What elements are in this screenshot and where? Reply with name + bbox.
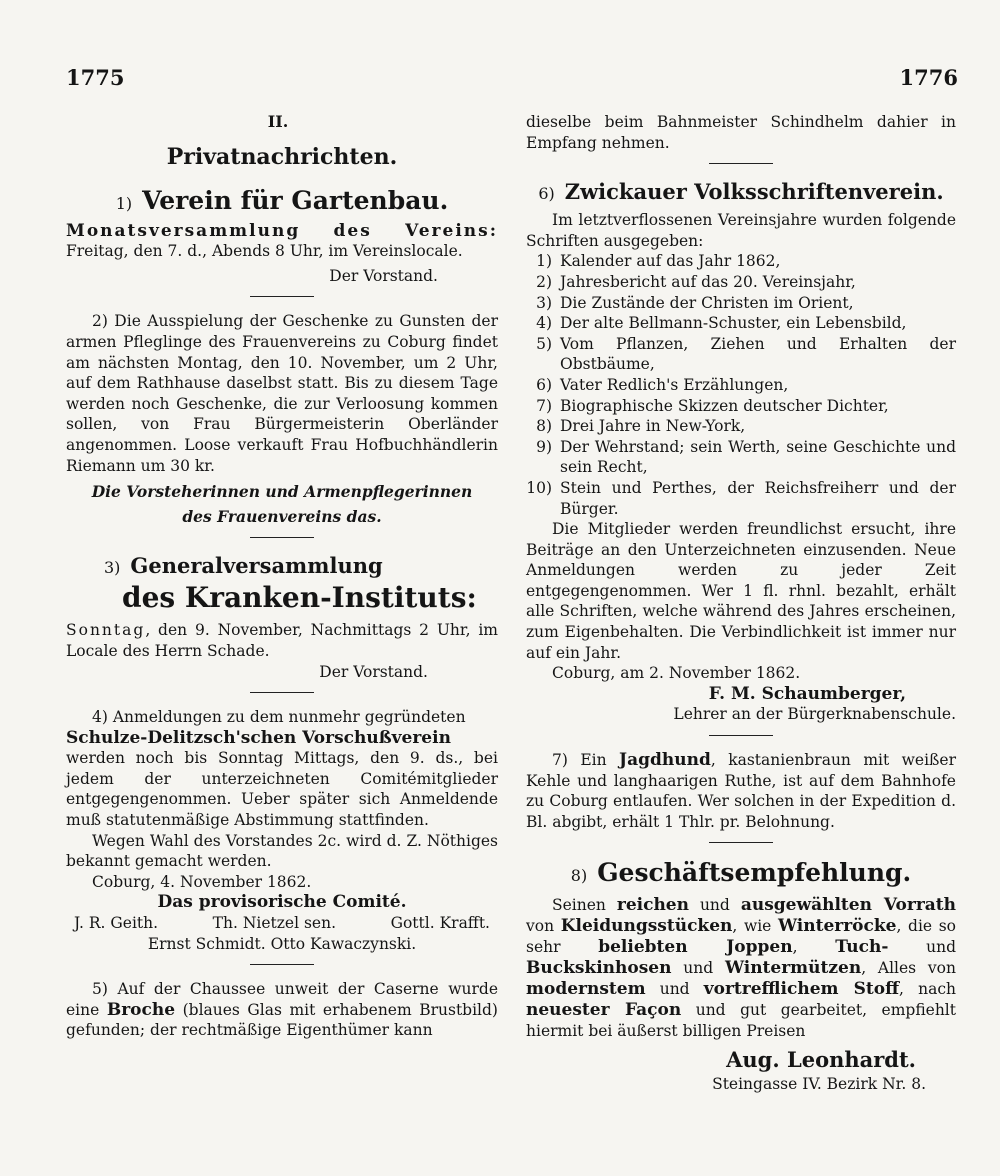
notice-title: Verein für Gartenbau.	[142, 185, 449, 215]
notice-intro: Im letztverflossenen Vereinsjahre wurden folgende Schriften ausgegeben:	[526, 211, 956, 250]
divider	[250, 692, 314, 693]
notice-text: Freitag, den 7. d., Abends 8 Uhr, im Vereinslocale.	[66, 242, 463, 261]
list-item: 1) Kalender auf das Jahr 1862,	[536, 252, 781, 271]
page-number-left: 1775	[66, 65, 125, 90]
notice-title-2: des Kranken-Instituts:	[122, 581, 477, 615]
notice-signature: Der Vorstand.	[329, 266, 438, 285]
notice-text-1: Anmeldungen zu dem nunmehr gegründeten	[112, 708, 466, 727]
notice-number: 4)	[92, 708, 108, 727]
list-item: 6) Vater Redlich's Erzählungen,	[536, 375, 789, 394]
notice-address: Steingasse IV. Bezirk Nr. 8.	[712, 1075, 926, 1094]
notice-text-3: Wegen Wahl des Vorstandes 2c. wird d. Z. Nöthiges bekannt gemacht werden.	[66, 831, 498, 871]
notice-text-a: 7) Ein	[552, 751, 607, 770]
list-item: 5) Vom Pflanzen, Ziehen und Erhalten der Obstbäume,	[536, 334, 956, 374]
notice-keyword: Jagdhund	[619, 750, 711, 771]
notice-committee: Das provisorische Comité.	[157, 892, 407, 913]
notice-ausspielung	[66, 311, 498, 527]
divider	[250, 964, 314, 965]
notice-text-2: werden noch bis Sonntag Mittags, den 9. ds., bei jedem der unterzeichneten Comitémitglieder entgegengenommen. Ueber später sich Anmeldende muß statutenmäßige Abstimmung stattfinden.	[66, 749, 498, 830]
committee-members-2: Ernst Schmidt. Otto Kawaczynski.	[147, 934, 417, 953]
notice-text: , den 9. November, Nachmittags 2 Uhr, im Locale des Herrn Schade.	[66, 621, 498, 660]
right-column	[526, 112, 956, 1095]
divider	[709, 735, 773, 736]
notice-number: 1)	[115, 193, 133, 213]
notice-keyword: Broche	[106, 999, 176, 1020]
notice-lead: Monatsversammlung des Vereins:	[66, 220, 498, 241]
notice-signature-2: des Frauenvereins das.	[182, 506, 382, 526]
divider	[250, 296, 314, 297]
notice-title: Geschäftsempfehlung.	[597, 858, 912, 888]
notice-text-c: (blaues Glas mit erhabenem Brustbild) gefunden; der rechtmäßige Eigenthümer kann	[66, 1000, 498, 1040]
divider	[709, 163, 773, 164]
notice-signature-1: Die Vorsteherinnen und Armenpflegerinnen	[91, 482, 473, 502]
section-title: Privatnachrichten.	[166, 143, 398, 170]
committee-member: J. R. Geith.	[74, 914, 159, 933]
notice-association-name: Schulze-Delitzsch'schen Vorschußverein	[66, 727, 451, 748]
notice-signer-role: Lehrer an der Bürgerknabenschule.	[673, 705, 956, 724]
notice-date: Coburg, 4. November 1862.	[92, 872, 312, 891]
committee-member: Gottl. Krafft.	[390, 914, 490, 933]
notice-number: 3)	[104, 558, 121, 578]
notice-title: Zwickauer Volksschriftenverein.	[564, 179, 944, 205]
divider	[709, 842, 773, 843]
list-item: 3) Die Zustände der Christen im Orient,	[536, 293, 854, 312]
notice-vorschussverein	[66, 707, 498, 954]
list-item: 8) Drei Jahre in New-York,	[536, 417, 746, 436]
list-item: 4) Der alte Bellmann-Schuster, ein Lebensbild,	[536, 314, 907, 333]
continued-text: dieselbe beim Bahnmeister Schindhelm dahier in Empfang nehmen.	[526, 113, 956, 152]
notice-volksschriftenverein	[526, 178, 956, 725]
publication-list	[526, 251, 956, 519]
left-column	[66, 112, 498, 1041]
notice-text: 2) Die Ausspielung der Geschenke zu Gunsten der armen Pfleglinge des Frauenvereins zu Coburg findet am nächsten Montag, den 10. November, um 2 Uhr, auf dem Rathhause daselbst statt. Bis zu diesem Tage werden noch Geschenke, die zur Verloosung kommen sollen, von Frau Bürgermeisterin Oberländer angenommen. Loose verkauft Frau Hofbuchhändlerin Riemann um 30 kr.	[66, 312, 498, 475]
notice-jagdhund	[526, 750, 956, 832]
notice-gartenbau	[66, 185, 498, 287]
notice-signer: Aug. Leonhardt.	[726, 1047, 916, 1073]
notice-kranken-institut	[66, 552, 498, 682]
notice-text-c: , kastanienbraun mit weißer Kehle und langhaarigen Ruthe, ist auf dem Bahnhofe zu Coburg entlaufen. Wer solchen in der Expedition d. Bl. abgibt, erhält 1 Thlr. pr. Belohnung.	[526, 751, 956, 831]
notice-number: 8)	[570, 866, 588, 886]
committee-member: Th. Nietzel sen.	[212, 914, 336, 933]
page-number-right: 1776	[899, 65, 958, 90]
notice-body: Die Mitglieder werden freundlichst ersucht, ihre Beiträge an den Unterzeichneten einzusenden. Neue Anmeldungen werden zu jeder Zeit entgegengenommen. Wer 1 fl. rhnl. bezahlt, erhält alle Schriften, welche während des Jahres erscheinen, zum Eigenbehalten. Die Verbindlichkeit ist immer nur auf ein Jahr.	[526, 520, 956, 662]
notice-text-a: 5) Auf der Chaussee unweit der Caserne wurde eine	[66, 980, 498, 1019]
notice-text: Seinen reichen und ausgewählten Vorrath von Kleidungsstücken, wie Winterröcke, die so sehr beliebten Joppen, Tuch- und Buckskinhosen und Wintermützen, Alles von modernstem und vortrefflichem Stoff, nach neuester Façon und gut gearbeitet, empfiehlt hiermit bei äußerst billigen Preisen	[526, 895, 957, 1041]
section-numeral: II.	[267, 112, 289, 131]
list-item: 2) Jahresbericht auf das 20. Vereinsjahr,	[536, 272, 856, 291]
list-item: 7) Biographische Skizzen deutscher Dichter,	[536, 396, 889, 415]
notice-day: Sonntag	[66, 621, 146, 640]
list-item: 10) Stein und Perthes, der Reichsfreiherr und der Bürger.	[526, 478, 956, 518]
notice-signature: Der Vorstand.	[319, 662, 428, 681]
notice-number: 6)	[538, 184, 555, 204]
notice-broche	[66, 979, 498, 1041]
divider	[250, 537, 314, 538]
notice-geschaeftsempfehlung	[526, 857, 956, 1095]
notice-date: Coburg, am 2. November 1862.	[552, 664, 801, 683]
list-item: 9) Der Wehrstand; sein Werth, seine Geschichte und sein Recht,	[536, 437, 956, 477]
notice-title-1: Generalversammlung	[130, 553, 383, 579]
notice-signer: F. M. Schaumberger,	[708, 683, 906, 704]
